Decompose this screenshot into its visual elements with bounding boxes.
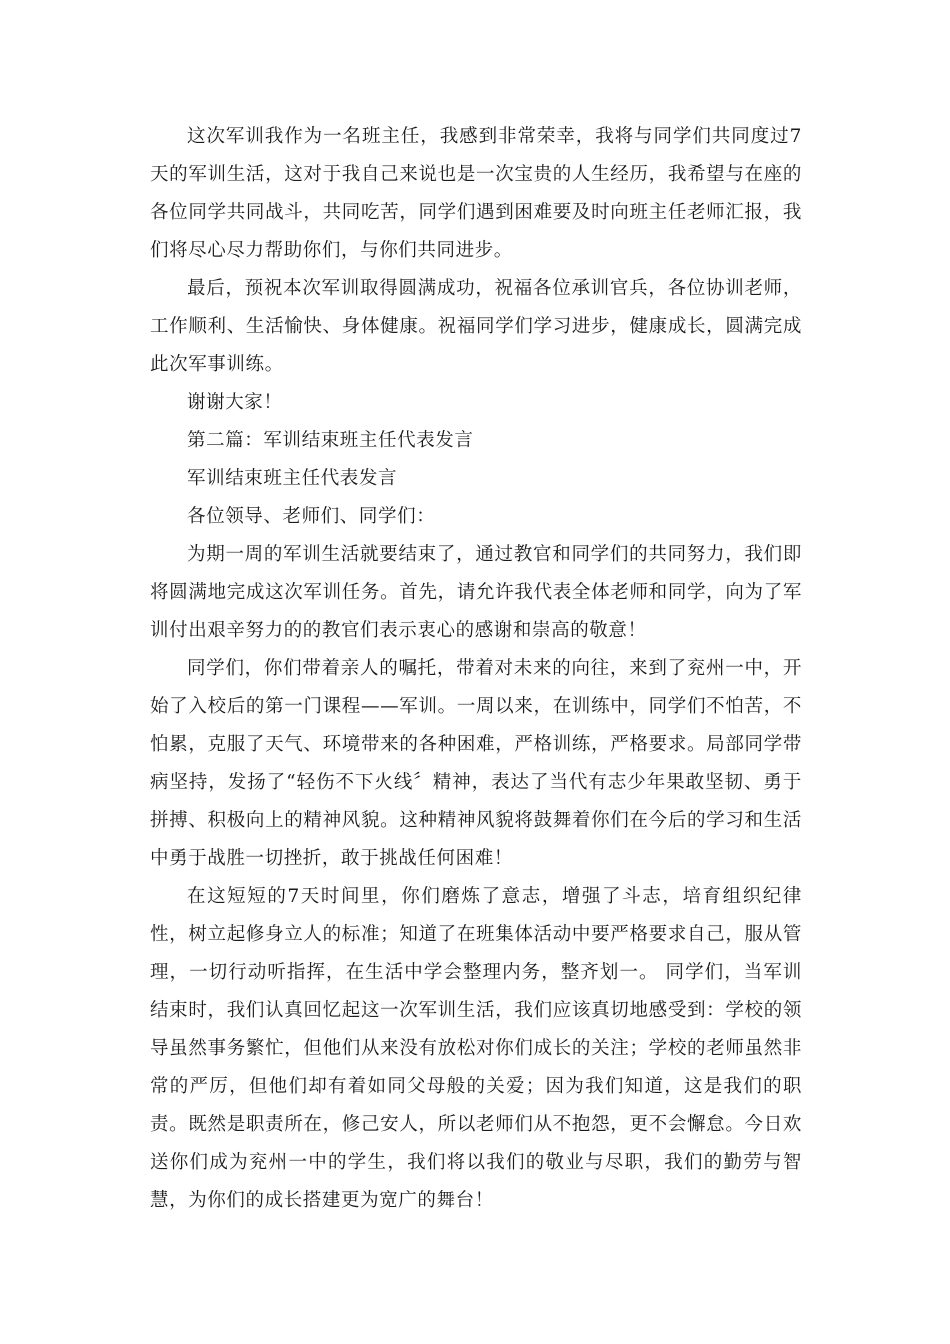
speech-title: 军训结束班主任代表发言 [187, 468, 398, 489]
salutation: 各位领导、老师们、同学们： [187, 506, 436, 527]
paragraph-training: 同学们，你们带着亲人的嘱托，带着对未来的向往，来到了兖州一中，开始了入校后的第一门课程——军训。一周以来，在训练中，同学们不怕苦，不怕累，克服了天气、环境带来的各种困难，严格训练，严格要求。局部同学带病坚持，发扬了“轻伤不下火线〞精神，表达了当代有志少年果敢坚韧、勇于拼搏、积极向上的精神风貌。这种精神风貌将鼓舞着你们在今后的学习和生活中勇于战胜一切挫折，敢于挑战任何困难！ [150, 658, 802, 869]
section-heading: 第二篇：军训结束班主任代表发言 [187, 430, 474, 451]
paragraph-opening: 为期一周的军训生活就要结束了，通过教官和同学们的共同努力，我们即将圆满地完成这次军训任务。首先，请允许我代表全体老师和同学，向为了军训付出艰辛努力的的教官们表示衷心的感谢和崇高的敬意！ [150, 544, 802, 641]
document-body [150, 118, 802, 1220]
paragraph-wishes: 最后，预祝本次军训取得圆满成功，祝福各位承训官兵，各位协训老师，工作顺利、生活愉快、身体健康。祝福同学们学习进步，健康成长，圆满完成此次军事训练。 [150, 278, 802, 375]
paragraph-commitment: 这次军训我作为一名班主任，我感到非常荣幸，我将与同学们共同度过7天的军训生活，这对于我自己来说也是一次宝贵的人生经历，我希望与在座的各位同学共同战斗，共同吃苦，同学们遇到困难要及时向班主任老师汇报，我们将尽心尽力帮助你们，与你们共同进步。 [150, 126, 802, 261]
paragraph-thanks: 谢谢大家！ [187, 392, 283, 413]
paragraph-reflection: 在这短短的7天时间里，你们磨炼了意志，增强了斗志，培育组织纪律性，树立起修身立人的标准；知道了在班集体活动中要严格要求自己，服从管理，一切行动听指挥，在生活中学会整理内务，整齐划一。 同学们，当军训结束时，我们认真回忆起这一次军训生活，我们应该真切地感受到：学校的领导虽然事务繁忙，但他们从来没有放松对你们成长的关注；学校的老师虽然非常的严厉，但他们却有着如同父母般的关爱；因为我们知道，这是我们的职责。既然是职责所在，修己安人，所以老师们从不抱怨，更不会懈怠。今日欢送你们成为兖州一中的学生，我们将以我们的敬业与尽职，我们的勤劳与智慧，为你们的成长搭建更为宽广的舞台！ [150, 886, 802, 1211]
